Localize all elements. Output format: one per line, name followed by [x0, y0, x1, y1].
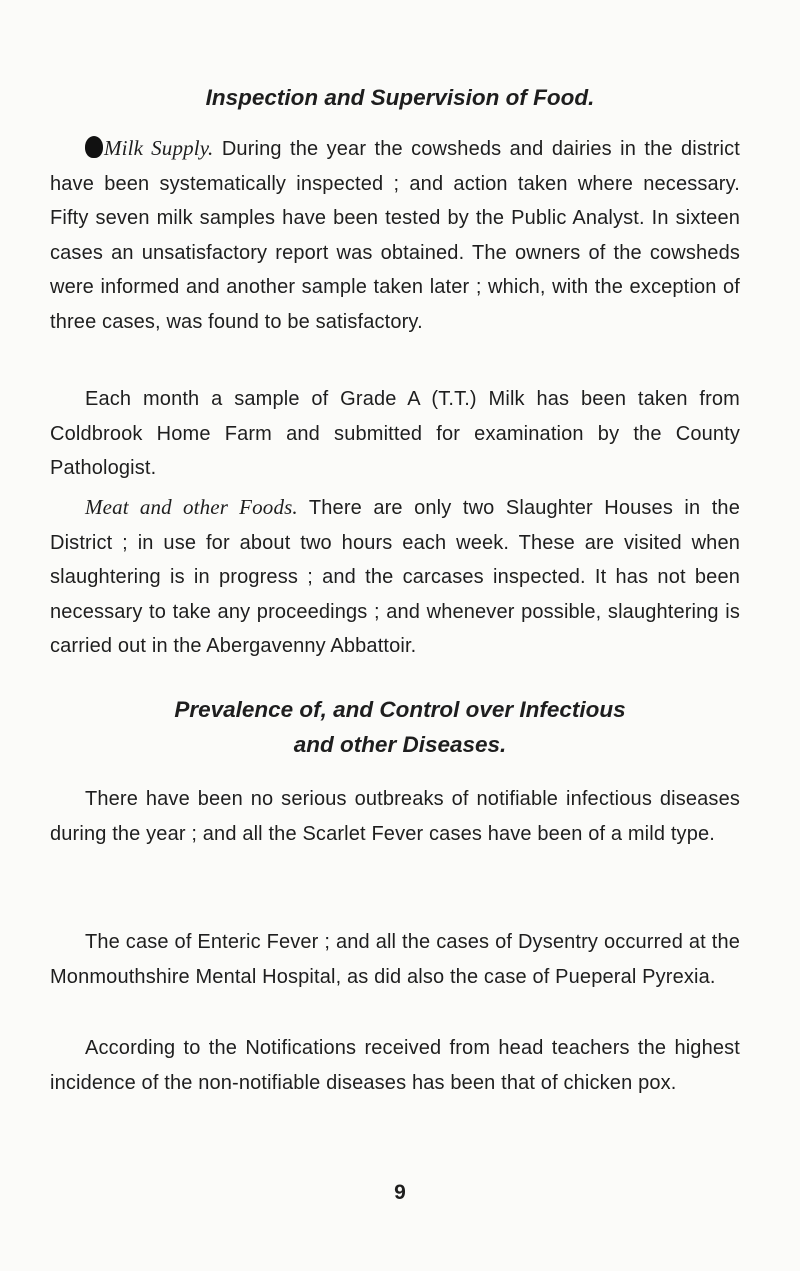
enteric-paragraph: [50, 925, 740, 994]
page-number: 9: [394, 1181, 406, 1204]
meat-lead: Meat and other Foods.: [85, 495, 298, 519]
section-heading-infectious: Prevalence of, and Control over Infectious: [174, 697, 626, 722]
grade-a-text: Each month a sample of Grade A (T.T.) Milk has been taken from Coldbrook Home Farm and submitted for examination by the County Pathologist.: [50, 388, 740, 480]
section-heading-infectious-line2: and other Diseases.: [293, 732, 507, 757]
enteric-text: The case of Enteric Fever ; and all the cases of Dysentry occurred at the Monmouthshire Mental Hospital, as did also the case of Pueperal Pyrexia.: [50, 931, 740, 988]
grade-a-paragraph: [50, 382, 740, 486]
milk-supply-lead: Milk Supply.: [104, 136, 214, 160]
milk-supply-paragraph: [50, 131, 740, 340]
ink-blot: [85, 136, 103, 158]
section-heading-food: Inspection and Supervision of Food.: [205, 85, 595, 110]
notifications-paragraph: [50, 1031, 740, 1100]
notifications-text: According to the Notifications received from head teachers the highest incidence of the non-notifiable diseases has been that of chicken pox.: [50, 1037, 740, 1094]
milk-supply-text: During the year the cowsheds and dairies in the district have been systematically inspected ; and action taken where necessary. Fifty seven milk samples have been tested by the Public Analyst. In sixteen cases an unsatisfactory report was obtained. The owners of the cowsheds were informed and another sample taken later ; which, with the exception of three cases, was found to be satisfactory.: [50, 138, 740, 333]
meat-text: There are only two Slaughter Houses in the District ; in use for about two hours each week. These are visited when slaughtering is in progress ; and the carcases inspected. It has not been necessary to take any proceedings ; and whenever possible, slaughtering is carried out in the Abergavenny Abbattoir.: [50, 497, 740, 658]
meat-paragraph: [50, 490, 740, 664]
outbreaks-text: There have been no serious outbreaks of notifiable infectious diseases during the year ; and all the Scarlet Fever cases have been of a mild type.: [50, 788, 740, 845]
outbreaks-paragraph: [50, 782, 740, 851]
